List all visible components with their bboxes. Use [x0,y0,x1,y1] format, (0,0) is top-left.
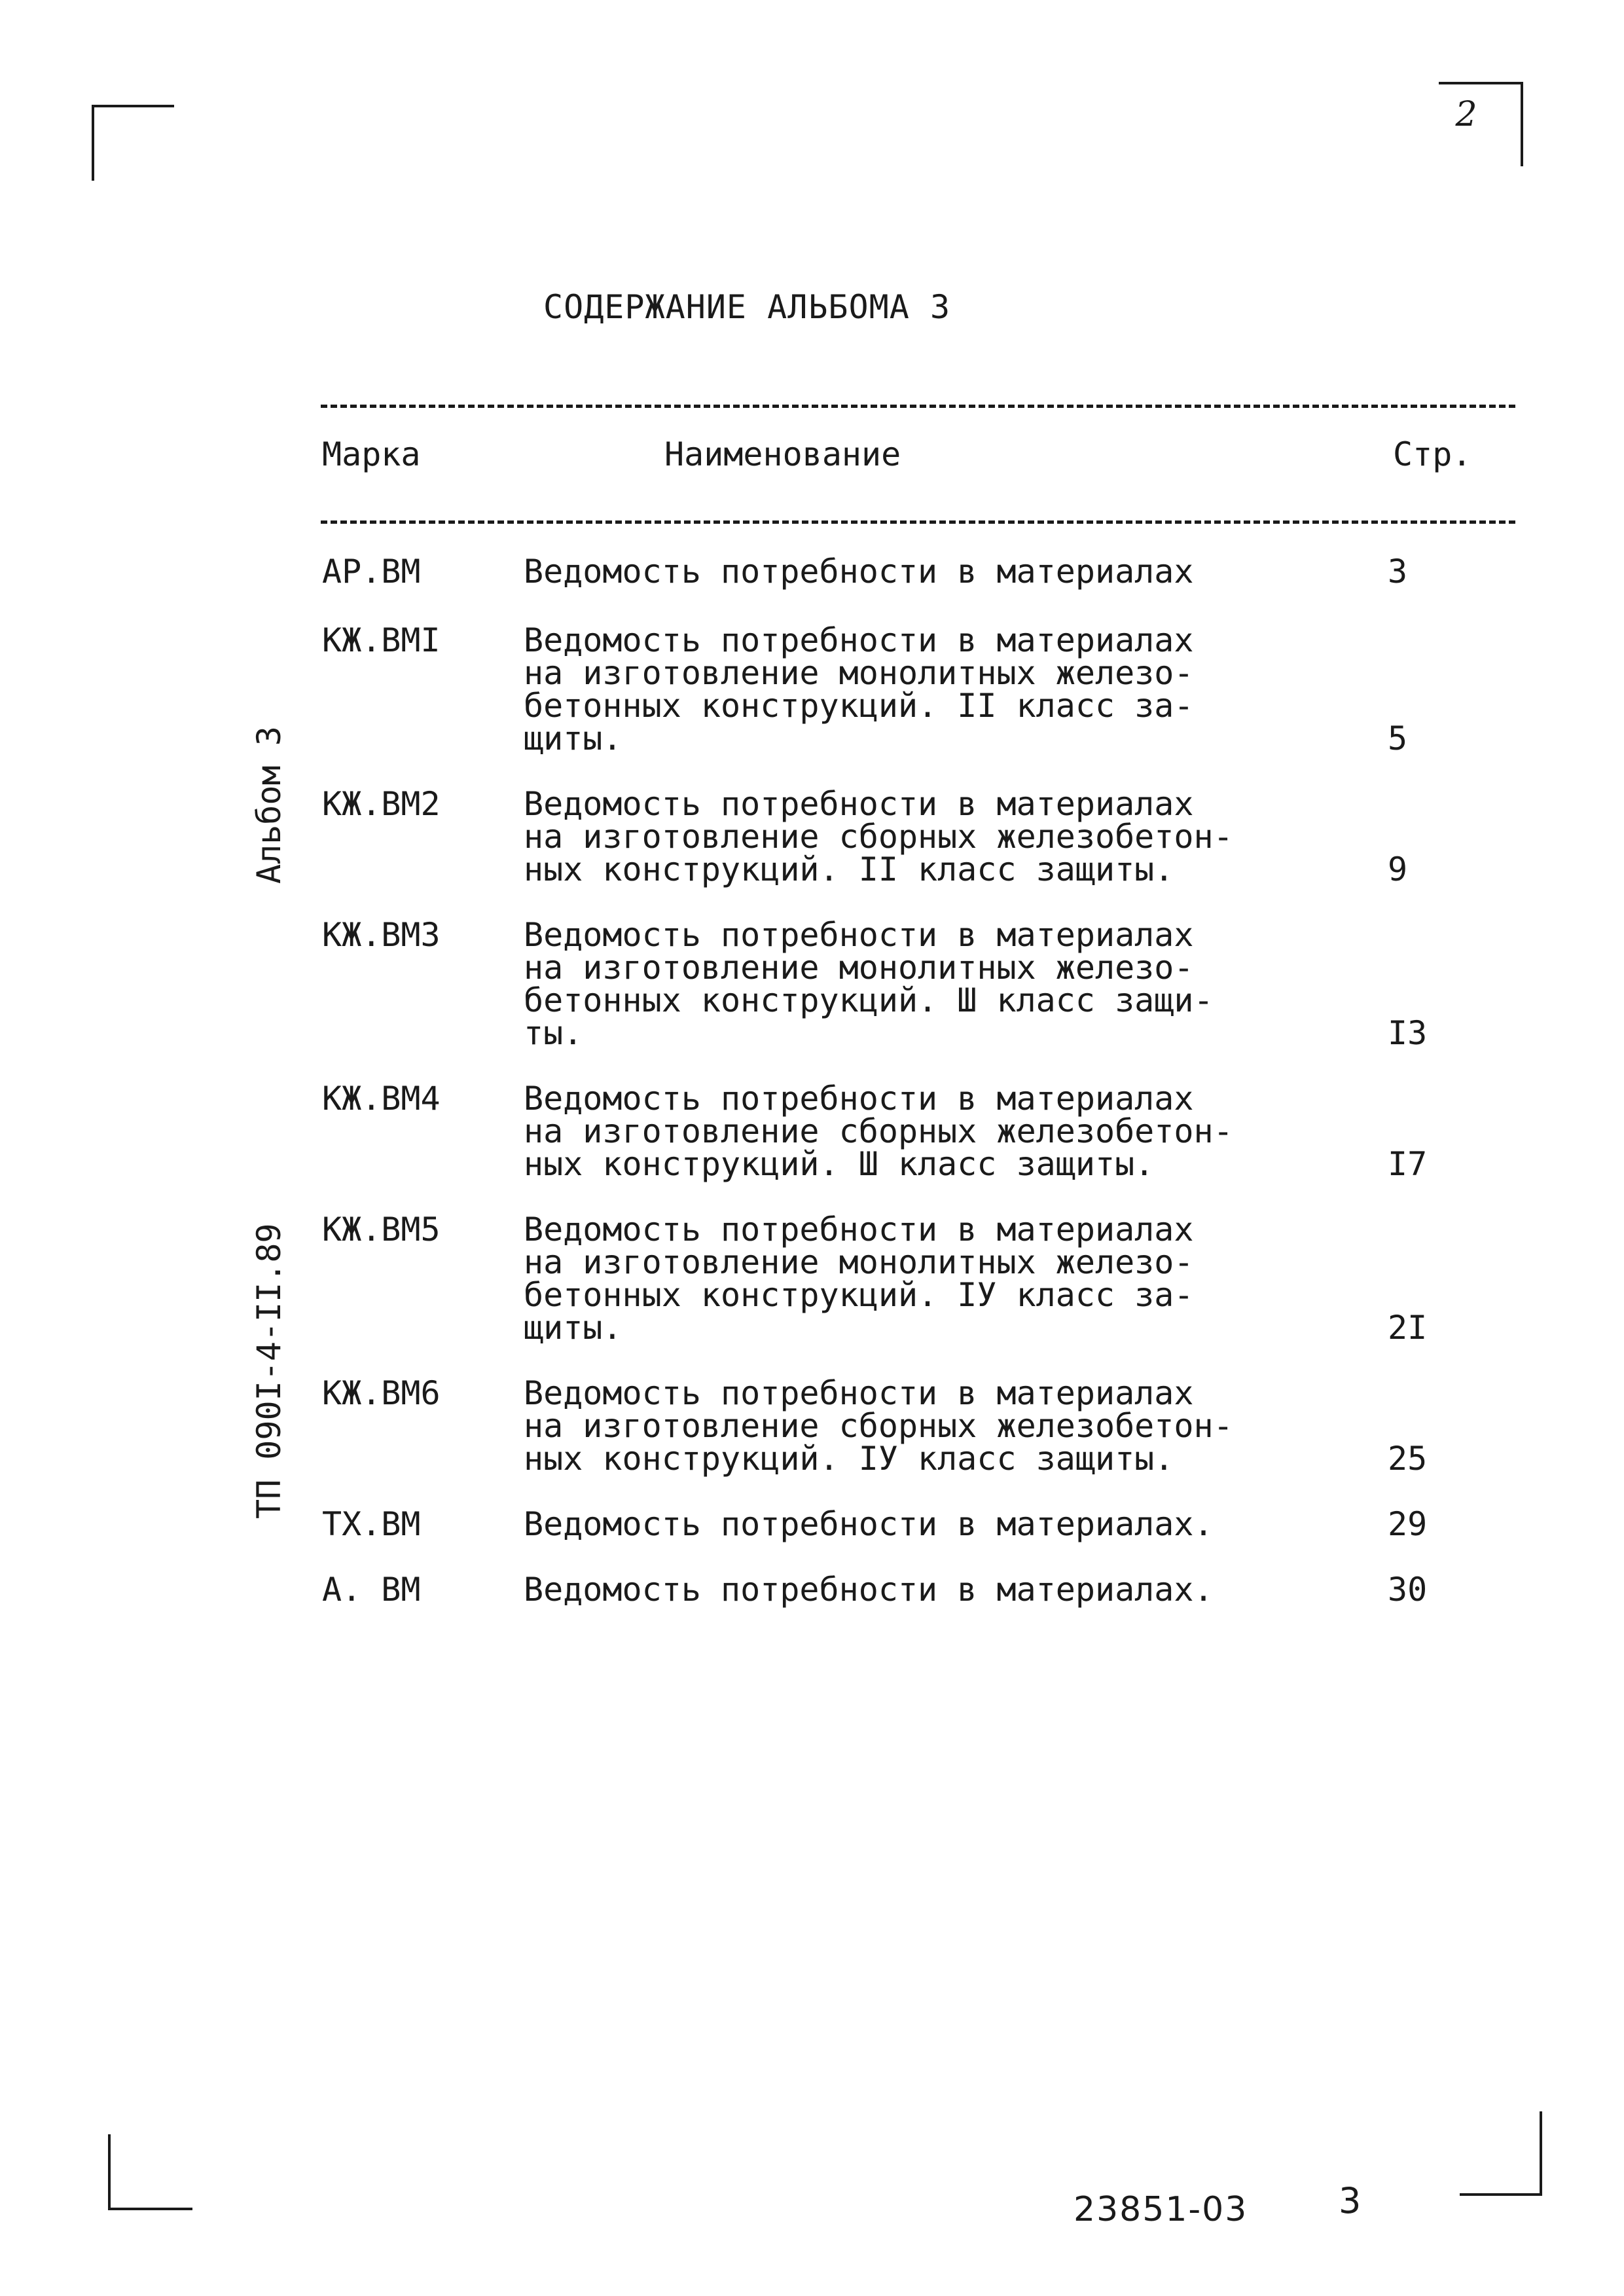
row-page: I7 [1388,1145,1428,1183]
row-name: Ведомость потребности в материалах на изготовление сборных железобетон- ных конструкций. II класс защиты. [524,785,1233,888]
side-label-album: Альбом 3 [250,726,288,884]
frame-corner-bottom-left [108,2134,192,2210]
column-header-page: Стр. [1393,435,1472,473]
footer-inventory-code: 23851-03 [1074,2190,1248,2229]
row-name: Ведомость потребности в материалах. [524,1505,1214,1543]
row-name: Ведомость потребности в материалах [524,553,1194,591]
row-mark: КЖ.ВМ4 [322,1080,441,1118]
row-mark: ТХ.ВМ [322,1505,421,1543]
sheet-number: 2 [1455,95,1477,134]
footer-page-number: 3 [1339,2180,1362,2221]
table-header-dashed-rule [321,520,1515,524]
row-page: 2I [1388,1309,1428,1347]
side-label-project-code: ТП 090I-4-II.89 [250,1223,288,1519]
column-header-name: Наименование [664,435,901,473]
row-page: 3 [1388,553,1408,591]
row-page: 30 [1388,1571,1428,1609]
row-mark: АР.ВМ [322,553,421,591]
row-mark: КЖ.ВМI [322,621,441,659]
page-title: СОДЕРЖАНИЕ АЛЬБОМА 3 [543,288,951,326]
row-name: Ведомость потребности в материалах на изготовление монолитных железо- бетонных конструкций. II класс за- щиты. [524,621,1194,757]
row-name: Ведомость потребности в материалах на изготовление сборных железобетон- ных конструкций. IУ класс защиты. [524,1374,1233,1478]
row-name: Ведомость потребности в материалах на изготовление сборных железобетон- ных конструкций. Ш класс защиты. [524,1080,1233,1183]
row-name: Ведомость потребности в материалах. [524,1571,1214,1609]
row-page: 29 [1388,1505,1428,1543]
row-page: I3 [1388,1014,1428,1052]
frame-corner-top-left [92,105,174,181]
row-mark: КЖ.ВМ5 [322,1211,441,1248]
frame-corner-bottom-right [1460,2111,1542,2196]
row-mark: А. ВМ [322,1571,421,1609]
column-header-mark: Марка [322,435,421,473]
row-mark: КЖ.ВМ3 [322,916,441,954]
table-top-dashed-rule [321,405,1515,408]
row-name: Ведомость потребности в материалах на изготовление монолитных железо- бетонных конструкций. IУ класс за- щиты. [524,1211,1194,1347]
row-mark: КЖ.ВМ6 [322,1374,441,1412]
row-name: Ведомость потребности в материалах на изготовление монолитных железо- бетонных конструкций. Ш класс защи- ты. [524,916,1214,1052]
row-page: 25 [1388,1440,1428,1478]
row-page: 5 [1388,720,1408,757]
row-page: 9 [1388,850,1408,888]
row-mark: КЖ.ВМ2 [322,785,441,823]
